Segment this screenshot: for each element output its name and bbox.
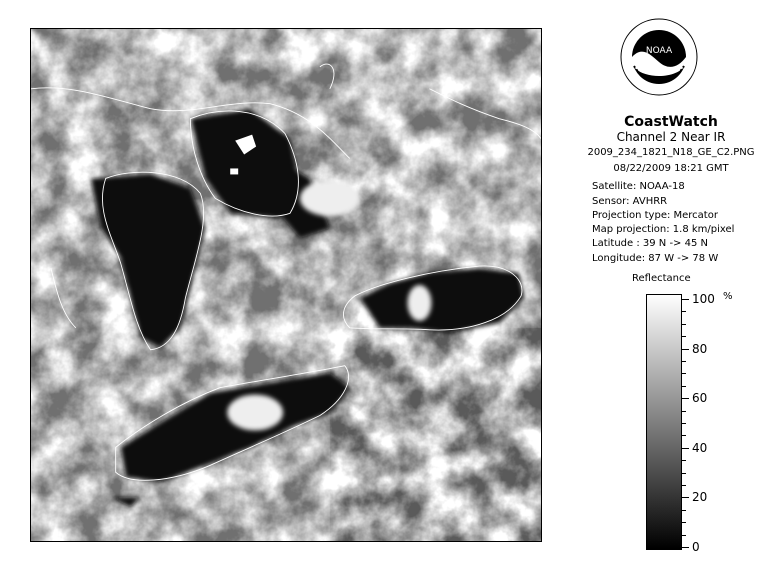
colorbar-minor-tick xyxy=(682,510,686,511)
colorbar-minor-tick xyxy=(682,373,686,374)
satellite-label: Satellite: NOAA-18 xyxy=(592,181,685,192)
colorbar-minor-tick xyxy=(682,411,686,412)
colorbar xyxy=(646,294,682,550)
colorbar-tick-label: 80 xyxy=(692,341,708,356)
colorbar-minor-tick xyxy=(682,485,686,486)
noaa-logo-text: NOAA xyxy=(645,46,673,56)
colorbar-major-tick xyxy=(682,448,689,449)
colorbar-minor-tick xyxy=(682,336,686,337)
colorbar-minor-tick xyxy=(682,473,686,474)
colorbar-title: Reflectance xyxy=(632,273,691,284)
map-projection-label: Map projection: 1.8 km/pixel xyxy=(592,224,735,235)
colorbar-minor-tick xyxy=(682,324,686,325)
title: CoastWatch xyxy=(624,114,718,130)
colorbar-major-tick xyxy=(682,497,689,498)
colorbar-minor-tick xyxy=(682,311,686,312)
colorbar-tick-label: 0 xyxy=(692,540,700,554)
satellite-cloud-scene xyxy=(31,29,541,541)
colorbar-major-tick xyxy=(682,349,689,350)
subtitle: Channel 2 Near IR xyxy=(616,130,726,144)
colorbar-units: % xyxy=(723,291,733,302)
colorbar-major-tick xyxy=(682,299,689,300)
colorbar-minor-tick xyxy=(682,361,686,362)
colorbar-minor-tick xyxy=(682,522,686,523)
latitude-label: Latitude : 39 N -> 45 N xyxy=(592,238,708,249)
colorbar-minor-tick xyxy=(682,460,686,461)
colorbar-tick-label: 100 xyxy=(692,292,715,306)
filename: 2009_234_1821_N18_GE_C2.PNG xyxy=(587,147,755,158)
colorbar-minor-tick xyxy=(682,423,686,424)
noaa-logo xyxy=(620,18,698,96)
satellite-image xyxy=(30,28,542,542)
colorbar-tick-label: 60 xyxy=(692,391,708,406)
colorbar-tick-label: 40 xyxy=(692,440,708,455)
colorbar-major-tick xyxy=(682,398,689,399)
projection-type-label: Projection type: Mercator xyxy=(592,210,718,221)
colorbar-major-tick xyxy=(682,547,689,548)
colorbar-minor-tick xyxy=(682,535,686,536)
longitude-label: Longitude: 87 W -> 78 W xyxy=(592,253,719,264)
colorbar-minor-tick xyxy=(682,386,686,387)
colorbar-minor-tick xyxy=(682,435,686,436)
sensor-label: Sensor: AVHRR xyxy=(592,196,668,207)
colorbar-tick-label: 20 xyxy=(692,490,708,505)
datetime: 08/22/2009 18:21 GMT xyxy=(613,163,729,174)
